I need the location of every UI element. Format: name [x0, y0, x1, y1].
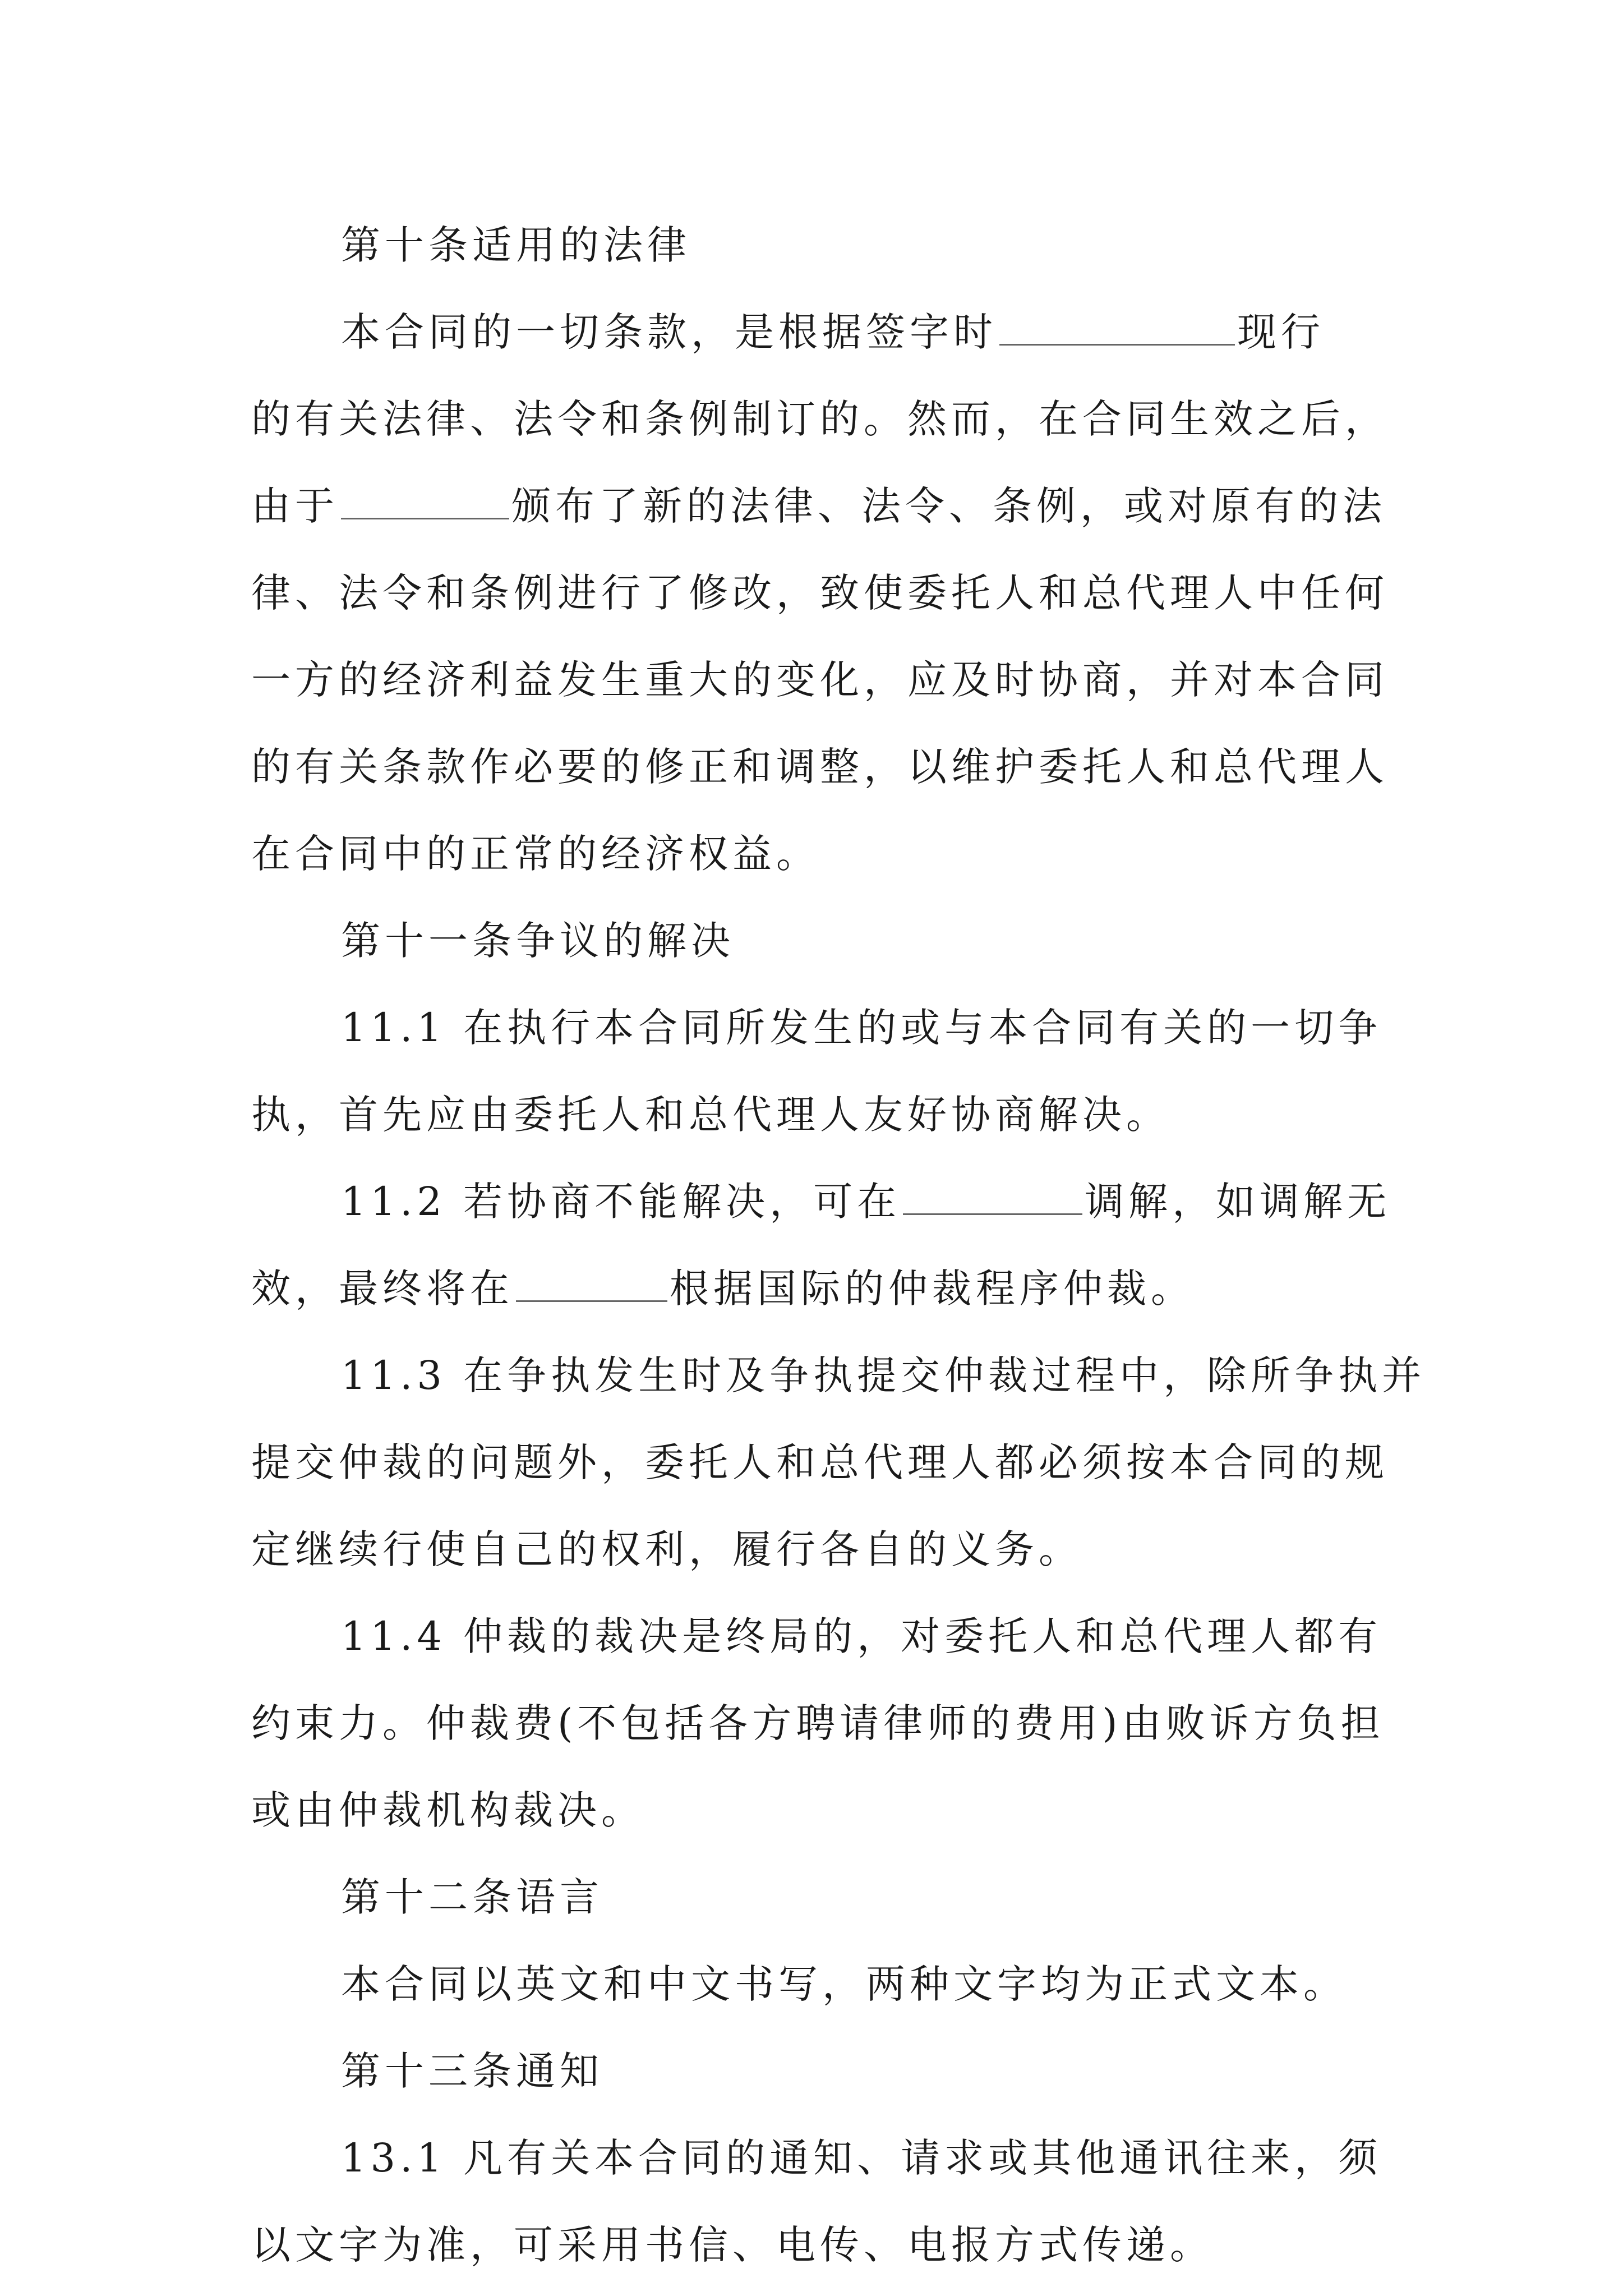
clause-11-3-line-2: 提交仲裁的问题外，委托人和总代理人都必须按本合同的规	[251, 1439, 1389, 1485]
article-10-line-2: 的有关法律、法令和条例制订的。然而，在合同生效之后，	[251, 396, 1389, 442]
clause-11-1-line-2: 执，首先应由委托人和总代理人友好协商解决。	[251, 1092, 1170, 1138]
text-fragment: 颁布了新的法律、法令、条例，或对原有的法	[511, 483, 1386, 529]
article-10-line-1	[251, 289, 1395, 376]
clause-11-4-line-1: 11.4 仲裁的裁决是终局的，对委托人和总代理人都有	[341, 1613, 1382, 1659]
clause-13-1-line-2: 以文字为准，可采用书信、电传、电报方式传递。	[251, 2222, 1214, 2268]
clause-11-1-line-1: 11.1 在执行本合同所发生的或与本合同有关的一切争	[341, 1005, 1382, 1051]
clause-11-3-line-1: 11.3 在争执发生时及争执提交仲裁过程中，除所争执并	[341, 1352, 1426, 1398]
text-fragment: 11.2 若协商不能解决，可在	[341, 1179, 901, 1225]
fill-in-blank	[516, 1266, 667, 1302]
fill-in-blank	[341, 483, 509, 519]
clause-11-2-line-1	[251, 1158, 1395, 1245]
text-fragment: 现行	[1237, 309, 1325, 355]
clause-11-4-line-3: 或由仲裁机构裁决。	[251, 1787, 645, 1833]
article-10-line-4: 律、法令和条例进行了修改，致使委托人和总代理人中任何	[251, 570, 1389, 616]
text-fragment: 由于	[251, 483, 339, 529]
text-fragment: 本合同的一切条款，是根据签字时	[341, 309, 997, 355]
document-body	[251, 202, 1426, 2289]
text-fragment: 根据国际的仲裁程序仲裁。	[670, 1266, 1195, 1312]
text-fragment: 效，最终将在	[251, 1266, 514, 1312]
clause-13-1-line-1: 13.1 凡有关本合同的通知、请求或其他通讯往来，须	[341, 2135, 1382, 2181]
fill-in-blank	[999, 309, 1235, 346]
fill-in-blank	[903, 1179, 1082, 1215]
clause-11-4-line-2: 约束力。仲裁费(不包括各方聘请律师的费用)由败诉方负担	[251, 1700, 1385, 1746]
article-12-line-1: 本合同以英文和中文书写，两种文字均为正式文本。	[341, 1961, 1347, 2007]
article-10-line-6: 的有关条款作必要的修正和调整，以维护委托人和总代理人	[251, 744, 1389, 790]
article-13-heading: 第十三条通知	[341, 2048, 603, 2094]
article-10-line-7: 在合同中的正常的经济权益。	[251, 831, 820, 877]
clause-11-2-line-2	[251, 1245, 1395, 1332]
article-10-heading: 第十条适用的法律	[341, 222, 691, 268]
article-10-line-5: 一方的经济利益发生重大的变化，应及时协商，并对本合同	[251, 657, 1389, 703]
article-12-heading: 第十二条语言	[341, 1874, 603, 1920]
clause-11-3-line-3: 定继续行使自己的权利，履行各自的义务。	[251, 1526, 1082, 1572]
text-fragment: 调解，如调解无	[1085, 1179, 1391, 1225]
article-10-line-3	[251, 463, 1395, 550]
article-11-heading: 第十一条争议的解决	[341, 918, 735, 964]
